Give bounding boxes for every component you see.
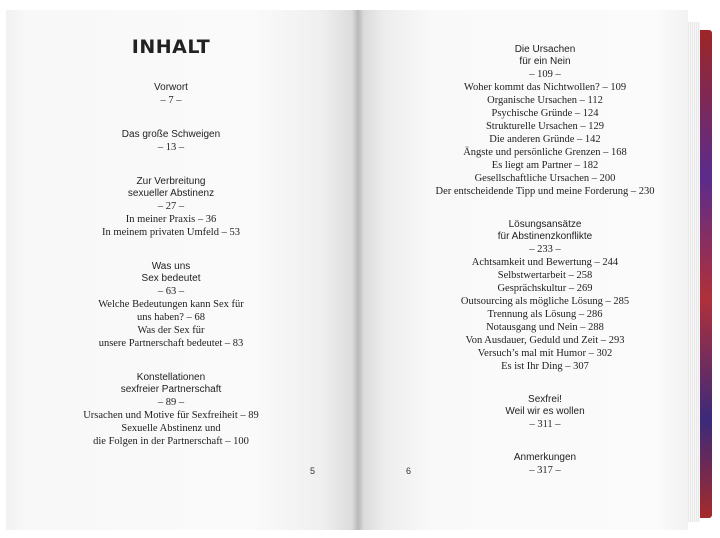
toc-entry (410, 394, 680, 431)
toc-chapter-page: – 63 – (157, 286, 185, 297)
page-number-left: 5 (310, 466, 316, 476)
toc-subentry: Trennung als Lösung – 286 (487, 309, 603, 320)
toc-entry (6, 372, 336, 448)
toc-subentry: Von Ausdauer, Geduld und Zeit – 293 (465, 335, 625, 346)
toc-subentry: Ängste und persönliche Grenzen – 168 (463, 147, 627, 158)
toc-chapter-page: – 109 – (529, 69, 561, 80)
toc-subentry: Strukturelle Ursachen – 129 (485, 121, 605, 132)
toc-chapter-page: – 7 – (160, 95, 182, 106)
toc-chapter-heading: Zur Verbreitung (136, 176, 206, 187)
toc-entry (6, 176, 336, 239)
toc-chapter-heading: Anmerkungen (513, 452, 577, 463)
toc-chapter-page: – 13 – (157, 142, 185, 153)
toc-chapter-heading: Weil wir es wollen (505, 406, 585, 417)
toc-subentry: In meiner Praxis – 36 (125, 214, 217, 225)
toc-chapter-page: – 89 – (157, 397, 185, 408)
page-edge-stack (688, 22, 700, 522)
toc-subentry: Notausgang und Nein – 288 (486, 322, 604, 333)
toc-subentry: Woher kommt das Nichtwollen? – 109 (463, 82, 627, 93)
toc-chapter-heading: Sexfrei! (528, 394, 562, 405)
toc-subentry: Versuch’s mal mit Humor – 302 (477, 348, 613, 359)
toc-entry (410, 44, 680, 198)
toc-subentry: In meinem privaten Umfeld – 53 (102, 227, 240, 238)
toc-subentry: Ursachen und Motive für Sexfreiheit – 89 (83, 410, 259, 421)
toc-subentry: Die anderen Gründe – 142 (489, 134, 601, 145)
toc-chapter-heading: für Abstinenzkonflikte (497, 231, 593, 242)
toc-chapter-heading: Konstellationen (136, 372, 206, 383)
toc-chapter-heading: Die Ursachen (514, 44, 576, 55)
toc-subentry: unsere Partnerschaft bedeutet – 83 (98, 338, 244, 349)
toc-entry (410, 452, 680, 477)
toc-subentry: uns haben? – 68 (137, 312, 205, 323)
toc-chapter-heading: Was uns (151, 261, 191, 272)
toc-subentry: Sexuelle Abstinenz und (121, 423, 221, 434)
toc-right-column (410, 10, 680, 477)
toc-entry (410, 219, 680, 373)
toc-chapter-heading: Vorwort (154, 82, 188, 93)
toc-title: INHALT (131, 36, 211, 58)
toc-subentry: Selbstwertarbeit – 258 (497, 270, 593, 281)
page-number-right: 6 (406, 466, 412, 476)
toc-subentry: Achtsamkeit und Bewertung – 244 (471, 257, 619, 268)
toc-subentry: Welche Bedeutungen kann Sex für (98, 299, 244, 310)
toc-subentry: Gesprächskultur – 269 (497, 283, 593, 294)
toc-entry (6, 261, 336, 350)
toc-chapter-heading: für ein Nein (519, 56, 571, 67)
right-page (358, 10, 688, 530)
toc-chapter-page: – 233 – (529, 244, 561, 255)
book-gutter-shadow (352, 10, 364, 530)
toc-subentry: Psychische Gründe – 124 (491, 108, 599, 119)
toc-entry (6, 82, 336, 107)
toc-right-sections (410, 10, 680, 477)
toc-chapter-page: – 311 – (529, 419, 561, 430)
toc-chapter-page: – 27 – (157, 201, 185, 212)
toc-left-column (6, 10, 336, 448)
toc-subentry: Der entscheidende Tipp und meine Forderung – 230 (435, 186, 655, 197)
toc-chapter-heading: Lösungsansätze (508, 219, 582, 230)
toc-chapter-heading: Das große Schweigen (121, 129, 221, 140)
toc-chapter-heading: sexfreier Partnerschaft (120, 384, 222, 395)
toc-chapter-page: – 317 – (529, 465, 561, 476)
toc-subentry: Outsourcing als mögliche Lösung – 285 (460, 296, 630, 307)
toc-subentry: die Folgen in der Partnerschaft – 100 (93, 436, 249, 447)
toc-subentry: Es ist Ihr Ding – 307 (501, 361, 589, 372)
toc-subentry: Was der Sex für (137, 325, 205, 336)
toc-subentry: Gesellschaftliche Ursachen – 200 (474, 173, 616, 184)
toc-subentry: Es liegt am Partner – 182 (491, 160, 599, 171)
toc-chapter-heading: sexueller Abstinenz (127, 188, 215, 199)
left-page (6, 10, 358, 530)
toc-left-sections (6, 82, 336, 448)
toc-subentry: Organische Ursachen – 112 (487, 95, 603, 106)
toc-chapter-heading: Sex bedeutet (141, 273, 201, 284)
book-cover-edge (700, 30, 712, 518)
toc-entry (6, 129, 336, 154)
